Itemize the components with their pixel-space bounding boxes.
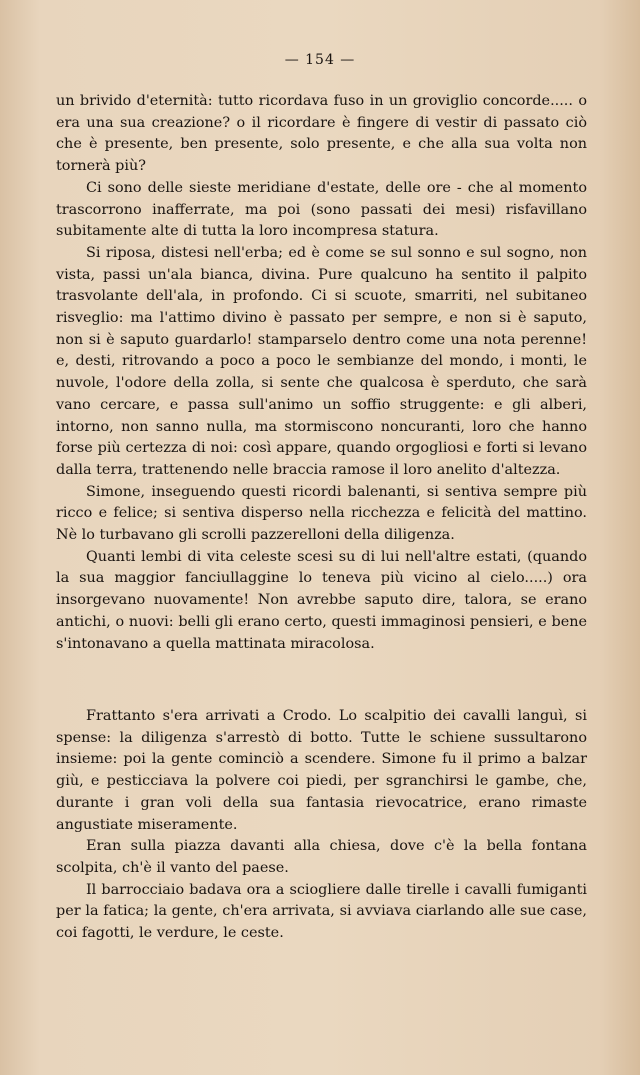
paragraph: Il barrocciaio badava ora a sciogliere dalle tirelle i cavalli fumiganti per la fatica; la gente, ch'era arrivata, si avviava ciarlando alle sue case, coi fagotti, le verdure, le ceste. (56, 881, 587, 942)
paragraph: Ci sono delle sieste meridiane d'estate, delle ore - che al momento trascorrono inafferrate, ma poi (sono passati dei mesi) risfavillano subitamente alte di tutta la loro incompresa statura. (56, 179, 587, 240)
paragraph: Quanti lembi di vita celeste scesi su di lui nell'altre estati, (quando la sua maggior fanciullaggine lo teneva più vicino al cielo.....) ora insorgevano nuovamente! Non avrebbe saputo dire, talora, se erano antichi, o nuovi: belli gli erano certo, questi immaginosi pensieri, e bene s'intonavano a quella mattinata miracolosa. (56, 548, 587, 652)
paragraph: Eran sulla piazza davanti alla chiesa, dove c'è la bella fontana scolpita, ch'è il vanto del paese. (56, 838, 587, 876)
paragraph: Frattanto s'era arrivati a Crodo. Lo scalpitio dei cavalli languì, si spense: la diligenza s'arrestò di botto. Tutte le schiene sussultarono insieme: poi la gente cominciò a scendere. Simone fu il primo a balzar giù, e pesticciava la polvere coi piedi, per sgranchirsi le gambe, che, durante i gran voli della sua fantasia rievocatrice, erano rimaste angustiate miseramente. (56, 708, 587, 833)
paragraph: Si riposa, distesi nell'erba; ed è come se sul sonno e sul sogno, non vista, passi un'ala bianca, divina. Pure qualcuno ha sentito il palpito trasvolante dell'ala, in profondo. Ci si scuote, smarriti, nel subitaneo risveglio: ma l'attimo divino è passato per sempre, e non si è saputo, non si è saputo guardarlo! stamparselo dentro come una nota perenne! e, desti, ritrovando a poco a poco le sembianze del mondo, i monti, le nuvole, l'odore della zolla, si sente che qualcosa è sperduto, che sarà vano cercare, e passa sull'animo un soffio struggente: e gli alberi, intorno, non sanno nulla, ma stormiscono noncuranti, loro che hanno forse più certezza di noi: così appare, quando orgogliosi e forti si levano dalla terra, trattenendo nelle braccia ramose il loro anelito d'altezza. (56, 244, 587, 478)
text-section-1 (56, 91, 587, 655)
paragraph: un brivido d'eternità: tutto ricordava fuso in un groviglio concorde..... o era una sua creazione? o il ricordare è fingere di vestir di passato ciò che è presente, ben presente, solo presente, e che alla sua volta non tornerà più? (56, 93, 587, 175)
paragraph: Simone, inseguendo questi ricordi balenanti, si sentiva sempre più ricco e felice; si sentiva disperso nella ricchezza e felicità del mattino. Nè lo turbavano gli scrolli pazzerelloni della diligenza. (56, 483, 587, 544)
page-number: — 154 — (284, 52, 356, 68)
text-section-2 (56, 706, 587, 945)
